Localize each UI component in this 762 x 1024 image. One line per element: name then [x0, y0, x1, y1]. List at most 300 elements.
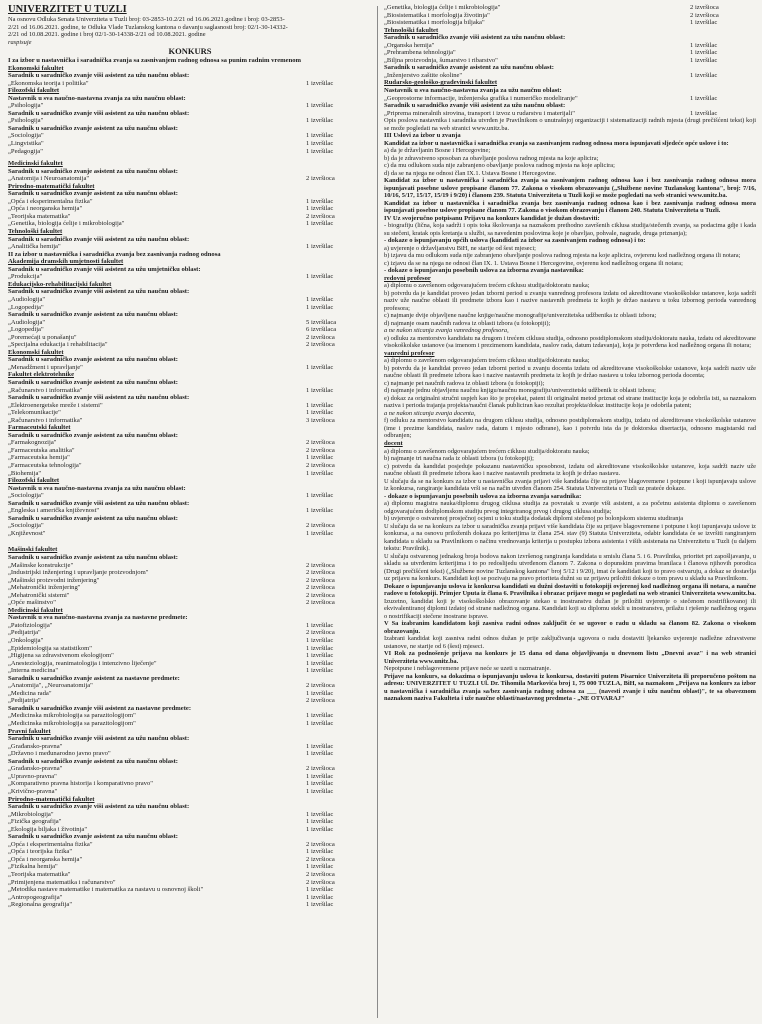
position-row	[8, 304, 372, 312]
position-category	[384, 102, 756, 110]
executor-count: 1 izvršilac	[306, 637, 334, 645]
line-text: III Uslovi za izbor u zvanja	[384, 132, 461, 140]
position-field: „Sociologija"	[8, 492, 44, 500]
faculty-heading	[8, 228, 372, 236]
executor-count: 2 izvršioca	[690, 11, 719, 19]
position-row	[8, 80, 372, 88]
position-field: „Biosistematika i morfologija biljaka"	[384, 19, 485, 27]
position-field: „Psihologija"	[8, 117, 44, 125]
executor-count: 1 izvršilac	[306, 780, 334, 788]
executor-count: 2 izvršioca	[306, 569, 335, 577]
faculty-heading	[8, 796, 372, 804]
position-row	[8, 773, 372, 781]
spacer	[8, 537, 372, 546]
executor-count: 1 izvršilac	[690, 109, 718, 117]
position-row	[8, 454, 372, 462]
position-row	[8, 629, 372, 637]
faculty-heading	[384, 440, 756, 448]
executor-count: 1 izvršilac	[306, 220, 334, 228]
position-category	[384, 34, 756, 42]
position-field: „Računarstvo i informatika"	[8, 386, 83, 394]
position-row	[8, 273, 372, 281]
position-row	[8, 132, 372, 140]
executor-count: 2 izvršioca	[306, 697, 335, 705]
executor-count: 1 izvršilac	[306, 295, 334, 303]
column-divider	[377, 6, 378, 1018]
position-category	[384, 493, 756, 501]
position-field: „Medicinska mikrobiologija sa parazitologijom"	[8, 720, 136, 728]
executor-count: 1 izvršilac	[306, 810, 334, 818]
executor-count: 1 izvršilac	[306, 893, 334, 901]
executor-count: 2 izvršioca	[306, 591, 335, 599]
executor-count: 1 izvršilac	[690, 19, 718, 27]
paragraph: a ne nakon sticanja zvanja vanrednog profesora,	[384, 327, 509, 335]
paragraph: c) izjavu da se na njega ne odnosi član IX. 1. Ustava Bosne i Hercegovine, ovjerenu kod nadležnog organa ili notara;	[384, 259, 683, 267]
position-field: „Fizikalna hemija"	[8, 863, 58, 871]
line-text: Prirodno-matematički fakultet	[8, 795, 95, 803]
position-category	[384, 215, 756, 223]
paragraph: U slučaju ostvarenog jednakog broja bodova nakon izvršenog rangiranja kandidata u smislu člana 5. i 6. Pravilnika, prioritet pri zapošljavanju, u skladu sa utvrđenim kriterijima i to po redoslijedu utvrđenom članom 7. Zakona o dopunskim pravima branilaca i članova njihovih porodica (Drugi prečišćeni tekst) („Službene novine Tuzlanskog kantona" broj 5/12 i 9/20), imat će kandidati koji to pravo ostvaruju, a dokaz se dostavlja uz prijavu na konkurs. Kandidati koji se pozivaju na pravo prioriteta dužni su uz prijavu priložiti dokaze o tom pravu u skladu sa Pravilnikom.	[384, 552, 756, 583]
position-field: „Organska hemija"	[384, 41, 435, 49]
line-text: Pravni fakultet	[8, 727, 51, 735]
paragraph: Izuzetno, kandidat koji je visokoškolsko obrazovanje stekao u inostranstvu dužan je priložiti uvjerenje o stečenom nostrifikovanoj ili ekvivalentiranoj diplomi izdatoj od strane nadležnog organa. Kandidati koji su diplomu stekli u inostranstvu, prilažu i rješenje nadležnog organa o nostrifikaciji stečene inostrane isprave.	[384, 597, 756, 620]
line-text: Akademija dramskih umjetnosti fakultet	[8, 258, 124, 266]
line-text: Saradnik u saradničko zvanje asistent za užu naučnu oblast:	[8, 378, 179, 386]
executor-count: 2 izvršioca	[306, 878, 335, 886]
executor-count: 3 izvršioca	[306, 416, 335, 424]
position-category	[8, 236, 372, 244]
paragraph: b) izjavu da mu odlukom suda nije zabranjeno obavljanje poslova radnog mjesta na koje aplicira, ovjerenu kod nadležnog organa ili notara;	[384, 252, 741, 260]
position-field: „Sociologija"	[8, 522, 44, 530]
line-text: IV Uz svojeručno potpisanu Prijavu na konkurs kandidat je dužan dostaviti:	[384, 214, 600, 222]
position-row	[8, 841, 372, 849]
paragraph: c) potvrdu da kandidat posjeduje pokazanu nastavničku sposobnost, izdatu od akreditovane visokoškolske ustanove, koja sadrži naziv uže naučne oblasti ili predmete izbora kao i nazive nastavnih predmeta iz kojih je držao nastavu.	[384, 462, 756, 478]
paragraph: Prijave na konkurs, sa dokazima o ispunjavanju uslova iz konkursa, dostaviti putem Pisarnice Univerziteta ili preporučeno poštom na adresu: UNIVERZITET U TUZLI Ul. Dr. Tihomila Markovića broj 1, 75 000 TUZLA, BiH, sa naznakom „Prijava na konkurs za izbor u nastavnička i saradnička zvanja sa/bez zasnivanja radnog odnosa za ___ (navesti zvanje i užu naučnu oblast)", te sa obaveznom naznakom naziva Fakulteta i uže naučne oblasti/nastavnog predmeta - „NE OTVARAJ"	[384, 672, 756, 703]
executor-count: 1 izvršilac	[306, 132, 334, 140]
line-text: Ekonomski fakultet	[8, 64, 64, 72]
line-text: Saradnik u saradničko zvanje asistent za užu naučnu oblast:	[8, 431, 179, 439]
position-row	[8, 712, 372, 720]
position-row	[8, 848, 372, 856]
position-field: „Teorijska matematika"	[8, 212, 71, 220]
line-text: Saradnik u saradničko zvanje viši asistent za nastavne predmete:	[8, 704, 192, 712]
position-category	[8, 190, 372, 198]
executor-count: 5 izvršilaca	[306, 318, 337, 326]
paragraph: f) odluku za mentorstvo kandidatu na drugom ciklusu studija, odnosno postdiplomskom studiju, izdatu od akreditovane visokoškolske ustanove (ime i prezime kandidata, naslov rada, datum i mjesto odbrane), kao i potvrdu ista da je doktorska disertacija, odnosno magistarski rad odbranjen;	[384, 417, 756, 440]
executor-count: 2 izvršioca	[306, 333, 335, 341]
position-field: „Krivično-pravna"	[8, 787, 58, 795]
position-field: „Pedagogija"	[8, 147, 43, 155]
faculty-heading	[8, 424, 372, 432]
paragraph: a) diplomu o završenom odgovarajućem trećem ciklusu studija/doktoratu nauka;	[384, 447, 590, 455]
line-text: Tehnološki fakultet	[384, 26, 439, 34]
position-field: „Farmakognozija"	[8, 439, 57, 447]
position-field: „Antropogeografija"	[8, 893, 63, 901]
position-field: „Genetika, biologija ćelije i mikrobiologija"	[8, 220, 125, 228]
position-field: „Opća i neorganska hemija"	[8, 855, 83, 863]
line-text: Saradnik u saradničko zvanje asistent za užu naučnu oblast:	[8, 514, 179, 522]
paragraph: a) diplomu o završenom odgovarajućem trećem ciklusu studija/doktoratu nauka;	[384, 357, 590, 365]
position-category	[8, 515, 372, 523]
paragraph: U slučaju da se na konkurs za izbor u saradnička zvanja prijavi više kandidata čije su prijave blagovremene i potpune i koji ispunjavaju uslove iz konkursa, a na osnovu priloženih dokaza po kriterijima iz člana 254. stav (9) Statuta Univerziteta, odabir kandidata će se izvršiti rangiranjem kandidata u skladu sa Pravilnikom o načinu vrednovanja kriterija u postupku izbora asistenta i viših asistenata na Univerzitetu u Tuzli (u daljem tekstu: Pravilnik).	[384, 522, 756, 553]
position-row	[8, 856, 372, 864]
position-field: „Specijalna edukacija i rehabilitacija"	[8, 341, 108, 349]
line-text: Filozofski fakultet	[8, 87, 60, 95]
position-row	[8, 720, 372, 728]
executor-count: 2 izvršioca	[306, 446, 335, 454]
executor-count: 1 izvršilac	[306, 825, 334, 833]
executor-count: 1 izvršilac	[306, 454, 334, 462]
executor-count: 1 izvršilac	[690, 49, 718, 57]
position-row	[8, 592, 372, 600]
position-row	[384, 49, 756, 57]
paragraph: V Sa izabranim kandidatom koji zasniva radni odnos zaključit će se ugovor o radu u skladu sa članom 82. Zakona o visokom obrazovanju.	[384, 620, 756, 635]
position-field: „Građansko-pravna"	[8, 742, 63, 750]
faculty-heading	[8, 546, 372, 554]
line-text: Saradnik u saradničko zvanje asistent za užu naučnu oblast:	[384, 64, 555, 72]
position-field: „Onkologija"	[8, 637, 44, 645]
position-row	[8, 811, 372, 819]
position-row	[384, 95, 756, 103]
position-category	[384, 64, 756, 72]
faculty-heading	[8, 349, 372, 357]
line-text: Prirodno-matematički fakultet	[8, 182, 95, 190]
paragraph: Opis poslova nastavnika i saradnika utvrđen je Pravilnikom o unutrašnjoj organizaciji i sistematizaciji radnih mjesta (drugi prečišćeni tekst) koji se može pogledati na web stranici www.unitz.ba.	[384, 117, 756, 132]
executor-count: 1 izvršilac	[306, 273, 334, 281]
executor-count: 1 izvršilac	[306, 243, 334, 251]
position-field: „Književnost"	[8, 529, 46, 537]
position-field: „Produkcija"	[8, 273, 43, 281]
position-row	[8, 387, 372, 395]
line-text: Saradnik u saradničko zvanje viši asistent za užu naučnu oblast:	[8, 735, 190, 743]
position-field: „Epidemiologija sa statistikom"	[8, 644, 93, 652]
paragraph: c) da mu odlukom suda nije zabranjeno obavljanje poslova radnog mjesta na koje aplicira;	[384, 162, 615, 170]
position-row	[384, 57, 756, 65]
position-row	[8, 364, 372, 372]
paragraph: a ne nakon sticanja zvanja docenta,	[384, 409, 476, 417]
position-category	[8, 379, 372, 387]
executor-count: 2 izvršioca	[306, 682, 335, 690]
line-text: Edukacijsko-rehabilitacijski fakultet	[8, 280, 112, 288]
line-text: Filozofski fakultet	[8, 477, 60, 485]
line-text: docent	[384, 439, 403, 447]
position-field: „Psihologija"	[8, 102, 44, 110]
faculty-heading	[8, 160, 372, 168]
faculty-heading	[8, 477, 372, 485]
position-category	[8, 705, 372, 713]
line-text: Mašinski fakultet	[8, 546, 58, 554]
position-row	[8, 584, 372, 592]
position-field: „Opća i neorganska hemija"	[8, 205, 83, 213]
position-field: „Medicina rada"	[8, 689, 52, 697]
executor-count: 2 izvršioca	[306, 341, 335, 349]
paragraph: U slučaju da se na konkurs za izbor u nastavnička zvanja prijavi više kandidata čije su prijave blagovremene i potpune i koji ispunjavaju uslove iz konkursa, rangiranje kandidata vrši se na način utvrđen članom 254. Statuta Univerziteta u Tuzli uz prateće dokaze.	[384, 477, 756, 493]
paragraph: raspisuje	[8, 38, 32, 46]
position-row	[8, 296, 372, 304]
position-row	[8, 780, 372, 788]
position-category	[8, 356, 372, 364]
executor-count: 1 izvršilac	[306, 79, 334, 87]
position-category	[384, 267, 756, 275]
faculty-heading	[384, 350, 756, 358]
line-text: redovni profesor	[384, 274, 431, 282]
position-category	[8, 311, 372, 319]
position-category	[8, 554, 372, 562]
executor-count: 1 izvršilac	[306, 469, 334, 477]
position-category	[8, 95, 372, 103]
executor-count: 1 izvršilac	[306, 363, 334, 371]
line-text: Saradnik u saradničko zvanje viši asistent za užu naučnu oblast:	[8, 72, 190, 80]
position-category	[8, 110, 372, 118]
position-row	[8, 886, 372, 894]
position-row	[8, 243, 372, 251]
executor-count: 2 izvršioca	[306, 175, 335, 183]
executor-count: 2 izvršioca	[306, 840, 335, 848]
position-row	[8, 205, 372, 213]
executor-count: 1 izvršilac	[306, 644, 334, 652]
position-row	[8, 894, 372, 902]
position-field: „Lingvistika"	[8, 140, 44, 148]
position-category	[8, 72, 372, 80]
position-field: „Mehatronički sistemi"	[8, 591, 70, 599]
position-field: „Logopedija"	[8, 303, 44, 311]
executor-count: 1 izvršilac	[306, 205, 334, 213]
line-text: Farmaceutski fakultet	[8, 424, 71, 432]
executor-count: 1 izvršilac	[306, 102, 334, 110]
line-text: Saradnik u saradničko zvanje asistent za užu naučnu oblast:	[8, 124, 179, 132]
executor-count: 1 izvršilac	[306, 772, 334, 780]
position-category	[8, 288, 372, 296]
paragraph: Izabrani kandidat koji zasniva radni odnos dužan je prije zaključivanja ugovora o radu dostaviti ljekarsko uvjerenje nadležne zdravstvene ustanove, ne starije od 6 (šest) mjeseci.	[384, 635, 756, 650]
position-field: „Logopedija"	[8, 326, 44, 334]
paragraph: a) uvjerenje o državljanstvu BiH, ne starije od šest mjeseci;	[384, 244, 536, 252]
position-field: „Opće mašinstvo"	[8, 599, 56, 607]
line-text: Ekonomski fakultet	[8, 348, 64, 356]
faculty-heading	[8, 258, 372, 266]
executor-count: 1 izvršilac	[306, 117, 334, 125]
position-field: „Biljna proizvodnja, šumarstvo i ribarstvo"	[384, 56, 498, 64]
line-text: - dokaze o ispunjavanju posebnih uslova za izborna zvanja saradnika:	[384, 492, 582, 500]
position-row	[8, 818, 372, 826]
executor-count: 1 izvršilac	[306, 787, 334, 795]
executor-count: 1 izvršilac	[690, 41, 718, 49]
position-field: „Ekologija biljaka i životinja"	[8, 825, 88, 833]
line-text: Saradnik u saradničko zvanje viši asistent za užu naučnu oblast:	[384, 34, 566, 42]
position-field: „Engleska i američka književnost"	[8, 507, 100, 515]
line-text: Medicinski fakultet	[8, 160, 63, 168]
line-text: Saradnik u saradničko zvanje asistent za užu naučnu oblast:	[8, 554, 179, 561]
position-row	[384, 12, 756, 20]
line-text: Saradnik u saradničko zvanje asistent za užu naučnu oblast:	[8, 190, 179, 198]
executor-count: 1 izvršilac	[306, 652, 334, 660]
position-category	[384, 132, 756, 140]
position-row	[384, 72, 756, 80]
position-row	[8, 901, 372, 909]
position-category	[8, 168, 372, 176]
executor-count: 1 izvršilac	[306, 303, 334, 311]
position-row	[8, 743, 372, 751]
position-field: „Analitička hemija"	[8, 243, 61, 251]
paragraph: Na osnovu Odluka Senata Univerziteta u Tuzli broj: 03-2853-10.2/21 od 16.06.2021.godine i broj: 03-2853-	[8, 16, 285, 23]
executor-count: 1 izvršilac	[306, 140, 334, 148]
position-category	[8, 803, 372, 811]
position-row	[8, 213, 372, 221]
executor-count: 1 izvršilac	[690, 71, 718, 79]
position-field: „Fizička geografija"	[8, 818, 62, 826]
line-text: Nastavnik u sva naučno-nastavna zvanja za užu naučnu oblast:	[8, 94, 186, 102]
paragraph: d) najmanje jednu objavljenu naučnu knjigu/naučnu monografiju/univerzitetski udžbenik iz oblasti izbora;	[384, 387, 656, 395]
executor-count: 1 izvršilac	[306, 147, 334, 155]
position-field: „Menadžment i upravljanje"	[8, 363, 83, 371]
position-row	[8, 470, 372, 478]
executor-count: 1 izvršilac	[306, 863, 334, 871]
executor-count: 6 izvršilaca	[306, 326, 337, 334]
paragraph: VI Rok za podnošenje prijava na konkurs je 15 dana od dana objavljivanja u dnevnom listu „Dnevni avaz" i na web stranici Univerziteta www.unitz.ba.	[384, 650, 756, 665]
position-field: „Mehatronički inženjering"	[8, 584, 81, 592]
position-row	[8, 326, 372, 334]
position-row	[8, 871, 372, 879]
line-text: Tehnološki fakultet	[8, 228, 63, 236]
position-field: „Farmaceutska tehnologija"	[8, 461, 82, 469]
position-field: „Računarstvo i informatika"	[8, 416, 83, 424]
position-row	[8, 690, 372, 698]
position-row	[8, 530, 372, 538]
position-row	[8, 879, 372, 887]
paragraph: Nepotpune i neblagovremene prijave neće se uzeti u razmatranje.	[384, 665, 551, 673]
position-field: „Opća i eksperimentalna fizika"	[8, 197, 93, 205]
position-field: „Interna medicina"	[8, 667, 59, 675]
paragraph: d) da se na njega ne odnosi član IX.1. Ustava Bosne i Hercegovine.	[384, 169, 557, 177]
position-row	[8, 637, 372, 645]
position-category	[384, 237, 756, 245]
position-row	[384, 42, 756, 50]
line-text: Saradnik u saradničko zvanje viši asistent za užu naučnu oblast:	[8, 394, 190, 402]
executor-count: 2 izvršioca	[306, 599, 335, 607]
faculty-heading	[384, 275, 756, 283]
executor-count: 2 izvršioca	[690, 4, 719, 11]
faculty-heading	[8, 87, 372, 95]
executor-count: 2 izvršioca	[306, 765, 335, 773]
position-category	[8, 485, 372, 493]
position-field: „Audiologija"	[8, 318, 46, 326]
position-row	[8, 341, 372, 349]
position-row	[8, 102, 372, 110]
line-text: Nastavnik u sva naučno-nastavna zvanja za užu naučnu oblast:	[8, 484, 186, 492]
paragraph: Dokaze o ispunjavanju uslova iz konkursa kandidati su dužni dostaviti u fotokopiji ovjerenoj kod nadležnog organa ili notara, a naučne radove u fotokopiji. Primjer Uputa iz člana 6. Pravilnika i obrazac prijave mogu se pogledati na web stranici Univerziteta www.unitz.ba.	[384, 582, 756, 598]
position-row	[8, 507, 372, 515]
position-field: „Mikrobiologija"	[8, 810, 54, 818]
faculty-heading	[384, 27, 756, 35]
line-text: Saradnik u saradničko zvanje asistent za užu naučnu oblast:	[8, 833, 179, 841]
paragraph: Kandidat za izbor u nastavnička i saradnička zvanja sa zasnivanjem radnog odnosa kao i bez zasnivanja radnog odnosa mora ispunjavati posebne uslove propisane članom 77. Zakona o visokom obrazovanju („Službene novine Tuzlanskog kantona", broj: 7/16, 10/16, 5/17, 15/17, 15/19 i 9/20) i članom 239. Statuta Univerziteta u Tuzli koji se može pogledati na web stranici www.unitz.ba.	[384, 177, 756, 200]
position-row	[8, 697, 372, 705]
faculty-heading	[8, 65, 372, 73]
position-row	[8, 562, 372, 570]
position-field: „Regionalna geografija"	[8, 901, 73, 909]
position-field: „Biohemija"	[8, 469, 42, 477]
line-text: Fakultet elektrotehnike	[8, 371, 74, 379]
line-text: I za izbor u nastavnička i saradnička zvanja sa zasnivanjem radnog odnosa sa punim radnim vremenom	[8, 57, 302, 64]
position-field: „Biosistematika i morfologija životinja"	[384, 11, 490, 19]
position-field: „Elektroenergetske mreže i sistemi"	[8, 401, 103, 409]
position-row	[8, 402, 372, 410]
position-field: „Državno i međunarodno javno pravo"	[8, 750, 111, 758]
position-row	[8, 652, 372, 660]
executor-count: 1 izvršilac	[306, 492, 334, 500]
position-field: „Poremećaji u ponašanju"	[8, 333, 77, 341]
position-row	[8, 765, 372, 773]
position-row	[8, 788, 372, 796]
line-text: Saradnik u saradničko zvanje asistent za užu naučnu oblast:	[8, 167, 179, 175]
position-row	[8, 577, 372, 585]
executor-count: 2 izvršioca	[306, 855, 335, 863]
position-row	[8, 220, 372, 228]
position-field: „Sociologija"	[8, 132, 44, 140]
left-column	[8, 4, 372, 1022]
paragraph: a) da je državljanin Bosne i Hercegovine;	[384, 147, 491, 155]
position-category	[8, 735, 372, 743]
position-row	[8, 175, 372, 183]
line-text: II za izbor u nastavnička i saradnička zvanja bez zasnivanja radnog odnosa	[8, 250, 221, 258]
line-text: - dokaze o ispunjavanju općih uslova (kandidati za izbor sa zasnivanjem radnog odnosa) i to:	[384, 237, 646, 245]
position-row	[8, 667, 372, 675]
position-field: „Građansko-pravna"	[8, 765, 63, 773]
executor-count: 2 izvršioca	[306, 522, 335, 530]
executor-count: 1 izvršilac	[306, 848, 334, 856]
executor-count: 2 izvršioca	[306, 576, 335, 584]
faculty-heading	[8, 607, 372, 615]
position-field: „Ekonomska teorija i politika"	[8, 79, 89, 87]
paragraph: a) diplomu magistra nauka/diplomu drugog ciklusa studija za povratak u zvanje viši asistent, a za početnu asistenta diplomu o završenom odgovarajućem dodiplomskom studiju prvog integriranog prvog i drugog ciklusa studija;	[384, 500, 756, 515]
position-row	[384, 110, 756, 118]
executor-count: 2 izvršioca	[306, 439, 335, 447]
paragraph: b) da je zdravstveno sposoban za obavljanje poslova radnog mjesta na koje aplicira;	[384, 154, 599, 162]
line-text: - dokaze o ispunjavanju posebnih uslova za izborna zvanja nastavnika:	[384, 267, 584, 275]
position-category	[8, 266, 372, 274]
executor-count: 1 izvršilac	[306, 720, 334, 728]
executor-count: 1 izvršilac	[306, 659, 334, 667]
line-text: Saradnik u saradničko zvanje asistent za užu naučnu oblast:	[8, 356, 179, 364]
institution-title: UNIVERZITET U TUZLI	[8, 4, 127, 15]
position-row	[8, 462, 372, 470]
paragraph: - biografiju (lična, koja sadrži i opis toka školovanja sa naznakom prethodno završenih ciklusa studija/stečenih zvanja, sa podacima gdje i kada su stečeni, kratak opis kretanja u službi, sa navedenim poslovima koje je obavljao, pohvale, nagrade, druga priznanja);	[384, 222, 756, 237]
faculty-heading	[8, 371, 372, 379]
executor-count: 1 izvršilac	[306, 529, 334, 537]
position-category	[8, 614, 372, 622]
position-field: „Genetika, biologija ćelije i mikrobiologija"	[384, 4, 501, 11]
faculty-heading	[8, 281, 372, 289]
position-field: „Prehrambena tehnologija"	[384, 49, 456, 57]
line-text: Saradnik u saradničko zvanje viši asistent za užu naučnu oblast:	[8, 803, 190, 811]
position-row	[8, 682, 372, 690]
position-field: „Inženjerstvo zaštite okoline"	[384, 71, 463, 79]
executor-count: 1 izvršilac	[306, 409, 334, 417]
line-text: Saradnik u saradničko zvanje asistent za užu naučnu oblast:	[8, 311, 179, 319]
line-text: vanredni profesor	[384, 349, 435, 357]
faculty-heading	[8, 183, 372, 191]
paragraph: Kandidat za izbor u nastavnička i saradnička zvanja bez zasnivanja radnog odnosa kao i bez zasnivanja radnog odnosa mora ispunjavati posebne uslove propisane članom 77. Zakona o visokom obrazovanju i članom 240. Statuta Univerziteta u Tuzli.	[384, 199, 756, 215]
position-category	[8, 833, 372, 841]
position-category	[8, 251, 372, 259]
executor-count: 1 izvršilac	[306, 742, 334, 750]
executor-count: 2 izvršioca	[306, 461, 335, 469]
position-row	[8, 198, 372, 206]
position-field: „Komparativno pravna historija i komparativno pravo"	[8, 780, 153, 788]
position-row	[384, 19, 756, 27]
line-text: Nastavnik u sva naučno-nastavna zvanja za nastavne predmete:	[8, 614, 188, 622]
position-row	[8, 826, 372, 834]
position-field: „Mašinski proizvodni inženjering"	[8, 576, 100, 584]
